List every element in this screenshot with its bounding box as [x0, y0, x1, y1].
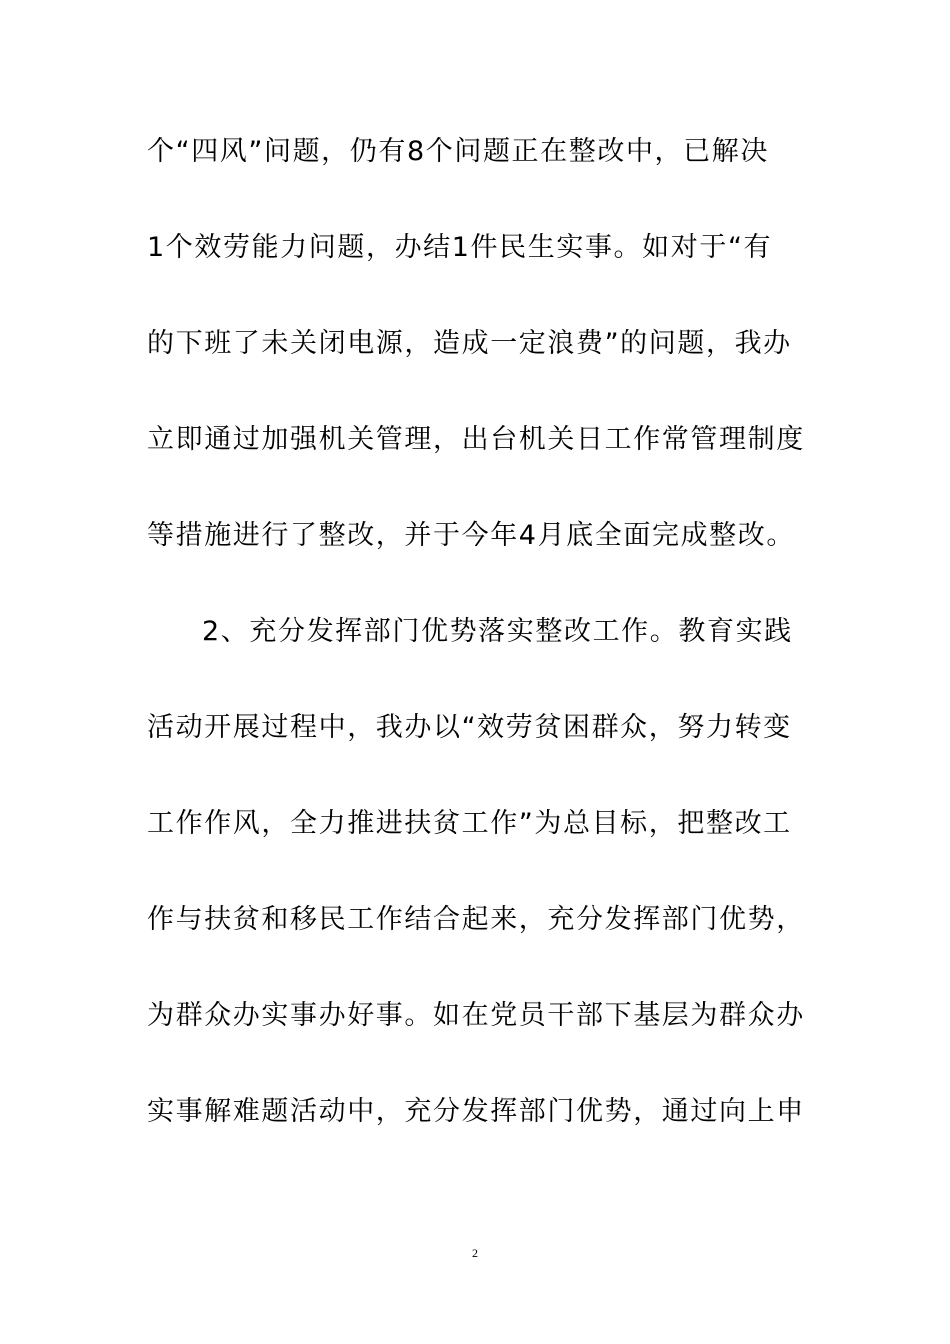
paragraph-start-line: 2、充分发挥部门优势落实整改工作。教育实践 [202, 616, 793, 647]
text-line: 为群众办实事办好事。如在党员干部下基层为群众办 [147, 1000, 805, 1031]
text-line: 作与扶贫和移民工作结合起来，充分发挥部门优势， [147, 904, 805, 935]
text-line: 的下班了未关闭电源，造成一定浪费”的问题，我办 [147, 328, 792, 359]
text-line: 立即通过加强机关管理，出台机关日工作常管理制度 [147, 424, 805, 455]
text-line: 1个效劳能力问题，办结1件民生实事。如对于“有 [147, 232, 773, 263]
text-line: 个“四风”问题，仍有8个问题正在整改中，已解决 [147, 136, 769, 167]
text-line: 活动开展过程中，我办以“效劳贫困群众，努力转变 [147, 712, 792, 743]
text-line: 工作作风，全力推进扶贫工作”为总目标，把整改工 [147, 808, 792, 839]
text-line: 实事解难题活动中，充分发挥部门优势，通过向上申 [147, 1096, 805, 1127]
text-line: 等措施进行了整改，并于今年4月底全面完成整改。 [147, 520, 795, 551]
body-text [147, 123, 807, 1179]
page-number: 2 [472, 1246, 478, 1260]
